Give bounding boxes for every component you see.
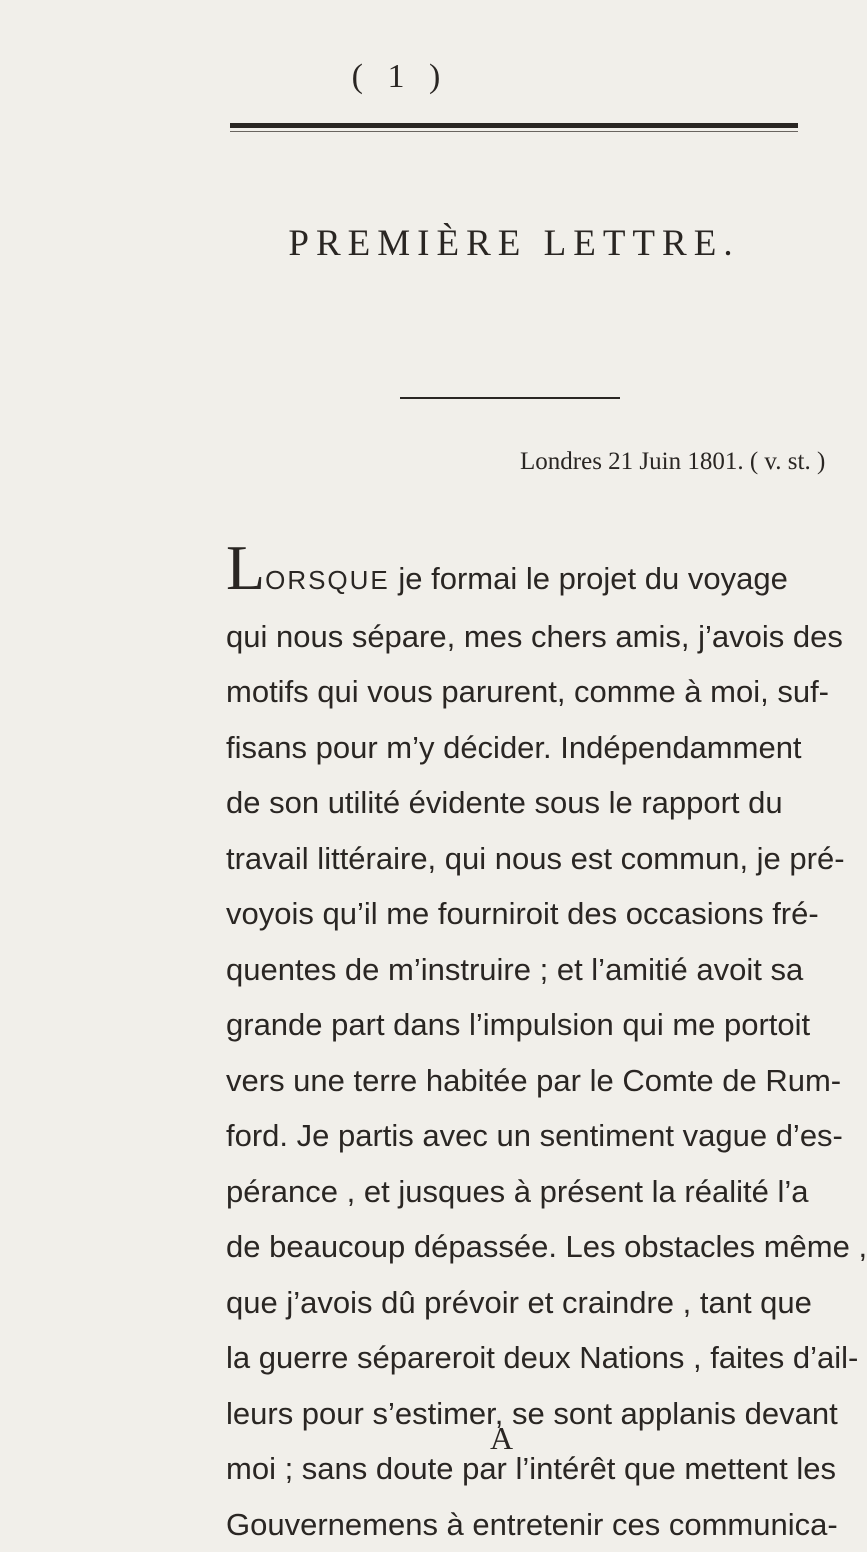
text-line: leurs pour s’estimer, se sont applanis devant [226, 1386, 800, 1442]
signature-mark: A [490, 1420, 513, 1457]
text-line: grande part dans l’impulsion qui me portoit [226, 997, 800, 1053]
text-line: la guerre sépareroit deux Nations , faites d’ail- [226, 1330, 800, 1386]
text-line: moi ; sans doute par l’intérêt que mettent les [226, 1441, 800, 1497]
text-line: motifs qui vous parurent, comme à moi, suf- [226, 664, 800, 720]
line-text: je formai le projet du voyage [390, 561, 788, 596]
text-line: voyois qu’il me fourniroit des occasions fré- [226, 886, 800, 942]
letter-body [226, 548, 800, 1552]
page-number: ( 1 ) [0, 58, 800, 96]
text-line: quentes de m’instruire ; et l’amitié avoit sa [226, 942, 800, 998]
drop-cap: L [226, 532, 265, 603]
text-line: fisans pour m’y décider. Indépendamment [226, 720, 800, 776]
text-line: ford. Je partis avec un sentiment vague d’es- [226, 1108, 800, 1164]
letter-heading: PREMIÈRE LETTRE. [230, 222, 798, 265]
text-line: de beaucoup dépassée. Les obstacles même , [226, 1219, 800, 1275]
top-rule [230, 123, 798, 128]
text-line: de son utilité évidente sous le rapport du [226, 775, 800, 831]
text-line: vers une terre habitée par le Comte de Rum- [226, 1053, 800, 1109]
text-line: Gouvernemens à entretenir ces communica- [226, 1497, 800, 1552]
text-line: pérance , et jusques à présent la réalité l’a [226, 1164, 800, 1220]
dateline: Londres 21 Juin 1801. ( v. st. ) [520, 448, 800, 476]
top-rule-thin [230, 131, 798, 132]
ornamental-rule [400, 397, 620, 399]
small-caps-word: ORSQUE [265, 565, 390, 595]
text-line: qui nous sépare, mes chers amis, j’avois des [226, 609, 800, 665]
text-line [226, 548, 800, 609]
text-line: que j’avois dû prévoir et craindre , tant que [226, 1275, 800, 1331]
text-line: travail littéraire, qui nous est commun, je pré- [226, 831, 800, 887]
